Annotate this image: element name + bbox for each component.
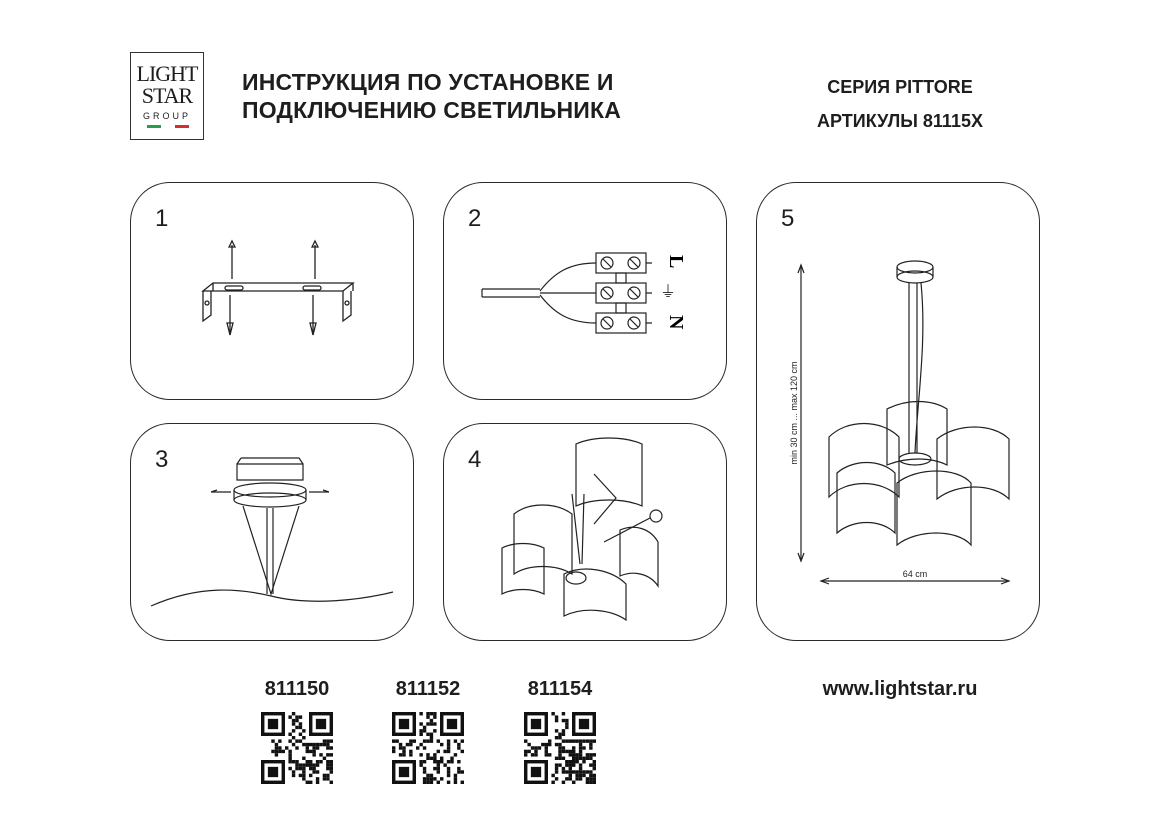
page-title: ИНСТРУКЦИЯ ПО УСТАНОВКЕ И ПОДКЛЮЧЕНИЮ СВЕТИЛЬНИКА	[242, 69, 622, 123]
article-811152: 811152	[395, 678, 461, 700]
step-1-panel	[130, 182, 414, 400]
qr-code-icon[interactable]	[392, 712, 464, 784]
canopy-mounting-illustration	[131, 424, 415, 642]
logo-line-2: STAR	[141, 83, 193, 108]
width-dimension-label: 64 cm	[902, 569, 928, 579]
terminal-label-l: L	[665, 255, 687, 269]
step-3-panel	[130, 423, 414, 641]
flag-white	[161, 125, 175, 128]
flag-red	[175, 125, 189, 128]
ground-icon: ⏚	[660, 284, 677, 301]
article-811150: 811150	[264, 678, 330, 700]
step-number: 4	[468, 446, 482, 473]
wiring-terminal-illustration	[444, 183, 728, 401]
dimension-drawing	[757, 183, 1041, 642]
step-number: 1	[155, 205, 169, 232]
terminal-label-n: N	[665, 315, 687, 330]
step-number: 5	[781, 205, 795, 232]
website-link[interactable]: www.lightstar.ru	[822, 678, 978, 700]
step-5-panel	[756, 182, 1040, 641]
italian-flag-icon	[147, 125, 189, 128]
articles-label: АРТИКУЛЫ 81115X	[817, 111, 983, 131]
logo-line-3: GROUP	[142, 111, 191, 121]
step-number: 3	[155, 446, 169, 473]
qr-code-icon[interactable]	[524, 712, 596, 784]
qr-code-icon[interactable]	[261, 712, 333, 784]
article-811154: 811154	[527, 678, 593, 700]
series-name: СЕРИЯ PITTORE	[827, 77, 973, 97]
series-block	[790, 70, 1010, 138]
bracket-mounting-illustration	[131, 183, 415, 401]
step-2-panel	[443, 182, 727, 400]
height-dimension-label: min 30 cm ... max 120 cm	[789, 361, 799, 465]
brand-logo	[130, 52, 204, 140]
step-4-panel	[443, 423, 727, 641]
flag-green	[147, 125, 161, 128]
logo-line-1: LIGHT	[136, 61, 198, 86]
step-number: 2	[468, 205, 482, 232]
shade-assembly-illustration	[444, 424, 728, 642]
